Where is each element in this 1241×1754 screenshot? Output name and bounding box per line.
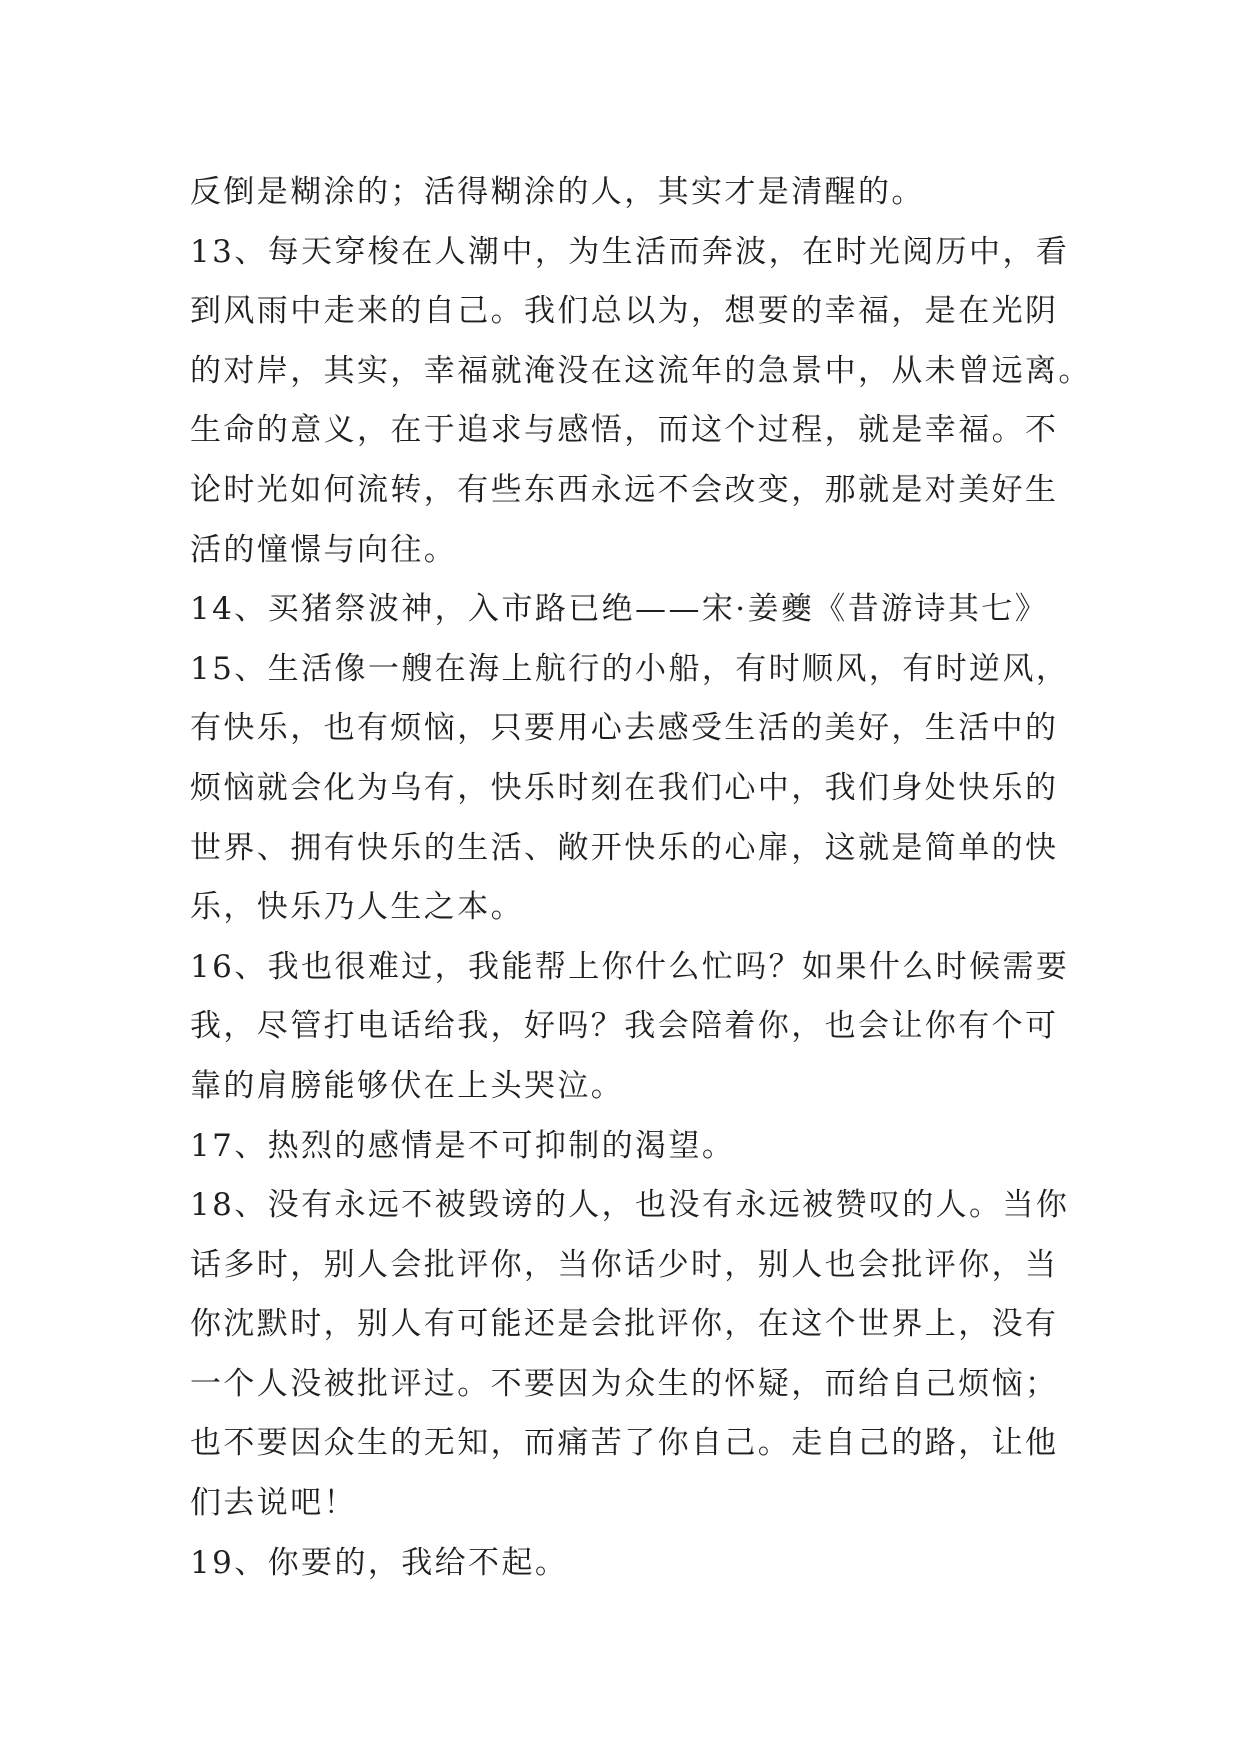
text-line: 靠的肩膀能够伏在上头哭泣。 xyxy=(190,1067,625,1104)
text-line: 生命的意义，在于追求与感悟，而这个过程，就是幸福。不 xyxy=(190,412,1059,449)
text-line: 论时光如何流转，有些东西永远不会改变，那就是对美好生 xyxy=(190,471,1059,508)
text-line: 的对岸，其实，幸福就淹没在这流年的急景中，从未曾远离。 xyxy=(190,352,1092,389)
text-line: 19、你要的，我给不起。 xyxy=(190,1544,569,1581)
text-line: 17、热烈的感情是不可抑制的渴望。 xyxy=(190,1127,736,1164)
text-line: 烦恼就会化为乌有，快乐时刻在我们心中，我们身处快乐的 xyxy=(190,769,1059,806)
text-line: 有快乐，也有烦恼，只要用心去感受生活的美好，生活中的 xyxy=(190,710,1059,747)
text-line: 18、没有永远不被毁谤的人，也没有永远被赞叹的人。当你 xyxy=(190,1187,1070,1224)
text-line: 活的憧憬与向往。 xyxy=(190,531,458,568)
text-line: 13、每天穿梭在人潮中，为生活而奔波，在时光阅历中，看 xyxy=(190,233,1070,270)
text-line: 们去说吧！ xyxy=(190,1485,357,1522)
text-line: 15、生活像一艘在海上航行的小船，有时顺风，有时逆风， xyxy=(190,650,1070,687)
text-line: 乐，快乐乃人生之本。 xyxy=(190,889,524,926)
text-line: 反倒是糊涂的；活得糊涂的人，其实才是清醒的。 xyxy=(190,174,925,210)
text-line: 你沈默时，别人有可能还是会批评你，在这个世界上，没有 xyxy=(190,1306,1059,1343)
text-line: 我，尽管打电话给我，好吗？我会陪着你，也会让你有个可 xyxy=(190,1008,1059,1045)
text-line: 到风雨中走来的自己。我们总以为，想要的幸福，是在光阴 xyxy=(190,293,1059,330)
text-line: 一个人没被批评过。不要因为众生的怀疑，而给自己烦恼； xyxy=(190,1365,1059,1402)
text-line: 也不要因众生的无知，而痛苦了你自己。走自己的路，让他 xyxy=(190,1425,1059,1462)
text-line: 14、买猪祭波神，入市路已绝——宋·姜夔《昔游诗其七》 xyxy=(190,591,1049,628)
text-line: 16、我也很难过，我能帮上你什么忙吗？如果什么时候需要 xyxy=(190,948,1070,985)
text-line: 话多时，别人会批评你，当你话少时，别人也会批评你，当 xyxy=(190,1246,1059,1283)
text-line: 世界、拥有快乐的生活、敞开快乐的心扉，这就是简单的快 xyxy=(190,829,1059,866)
document-body xyxy=(190,163,1092,1593)
